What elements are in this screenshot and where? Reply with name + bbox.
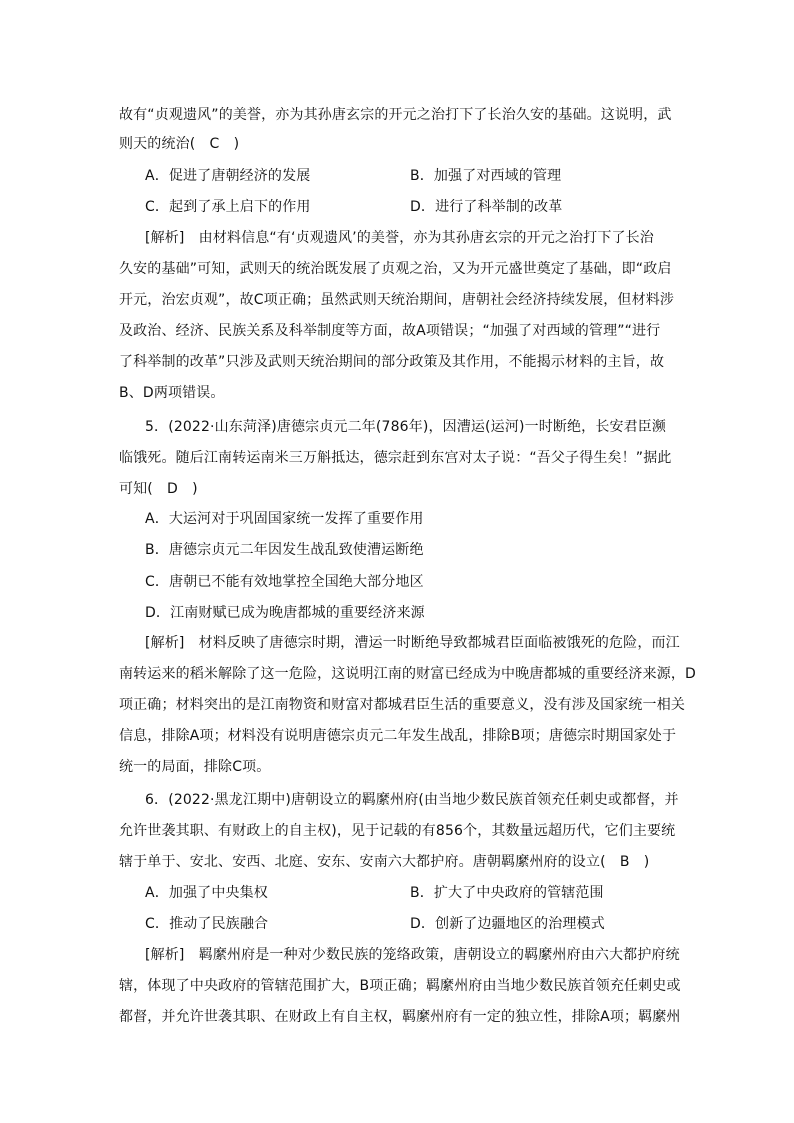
q4-option-b: B．加强了对西域的管理 [410, 168, 562, 184]
q6-stem-line-3: 辖于单于、安北、安西、北庭、安东、安南六大都护府。唐朝羁縻州府的设立( B ) [119, 854, 650, 870]
q5-analysis-line-5: 统一的局面，排除C项。 [119, 759, 271, 775]
q4-analysis-line-2: 久安的基础”可知，武则天的统治既发展了贞观之治，又为开元盛世奠定了基础，即“政启 [119, 261, 672, 277]
q6-analysis-line-2: 辖，体现了中央政府的管辖范围扩大，B项正确；羁縻州府由当地少数民族首领充任刺史或 [119, 978, 681, 994]
q4-analysis-line-5: 了科举制的改革”只涉及武则天统治期间的部分政策及其作用，不能揭示材料的主旨，故 [119, 354, 665, 370]
q4-option-a: A．促进了唐朝经济的发展 [145, 168, 311, 184]
q5-option-d: D．江南财赋已成为晚唐都城的重要经济来源 [145, 605, 425, 621]
q6-option-b: B．扩大了中央政府的管辖范围 [410, 885, 604, 901]
q4-stem-line-2: 则天的统治( C ) [119, 136, 240, 152]
q6-stem-line-1: 6．(2022·黑龙江期中)唐朝设立的羁縻州府(由当地少数民族首领充任刺史或都督，并 [145, 792, 679, 808]
q4-stem-line-1: 故有“贞观遗风”的美誉，亦为其孙唐玄宗的开元之治打下了长治久安的基础。这说明，武 [119, 107, 672, 123]
q6-analysis-line-3: 都督，并允许世袭其职、在财政上有自主权，羁縻州府有一定的独立性，排除A项；羁縻州 [119, 1009, 681, 1025]
q4-analysis-line-1: [解析] 由材料信息“有‘贞观遗风’的美誉，亦为其孙唐玄宗的开元之治打下了长治 [145, 230, 654, 246]
q6-option-c: C．推动了民族融合 [145, 916, 269, 932]
q6-analysis-line-1: [解析] 羁縻州府是一种对少数民族的笼络政策，唐朝设立的羁縻州府由六大都护府统 [145, 947, 680, 963]
q4-option-c: C．起到了承上启下的作用 [145, 199, 311, 215]
q5-option-b: B．唐德宗贞元二年因发生战乱致使漕运断绝 [145, 542, 424, 558]
q5-option-c: C．唐朝已不能有效地掌控全国绝大部分地区 [145, 574, 424, 590]
q5-option-a: A．大运河对于巩固国家统一发挥了重要作用 [145, 511, 424, 527]
q4-analysis-line-4: 及政治、经济、民族关系及科举制度等方面，故A项错误；“加强了对西域的管理”“进行 [119, 323, 661, 339]
q4-option-d: D．进行了科举制的改革 [410, 199, 563, 215]
q5-stem-line-2: 临饿死。随后江南转运南米三万斛抵达，德宗赶到东宫对太子说：“吾父子得生矣！”据此 [119, 450, 672, 466]
q5-stem-line-1: 5．(2022·山东菏泽)唐德宗贞元二年(786年)，因漕运(运河)一时断绝，长安君臣濒 [145, 419, 667, 435]
q6-option-a: A．加强了中央集权 [145, 885, 268, 901]
q5-analysis-line-1: [解析] 材料反映了唐德宗时期，漕运一时断绝导致都城君臣面临被饿死的危险，而江 [145, 635, 680, 651]
q4-analysis-line-3: 开元，治宏贞观”，故C项正确；虽然武则天统治期间，唐朝社会经济持续发展，但材料涉 [119, 292, 675, 308]
q6-option-d: D．创新了边疆地区的治理模式 [410, 916, 605, 932]
q5-analysis-line-2: 南转运来的稻米解除了这一危险，这说明江南的财富已经成为中晚唐都城的重要经济来源，D [119, 666, 696, 682]
q5-stem-line-3: 可知( D ) [119, 481, 198, 497]
q5-analysis-line-3: 项正确；材料突出的是江南物资和财富对都城君臣生活的重要意义，没有涉及国家统一相关 [119, 697, 685, 713]
q4-analysis-line-6: B、D两项错误。 [119, 385, 225, 401]
q6-stem-line-2: 允许世袭其职、有财政上的自主权)，见于记载的有856个，其数量远超历代，它们主要统 [119, 823, 676, 839]
q5-analysis-line-4: 信息，排除A项；材料没有说明唐德宗贞元二年发生战乱，排除B项；唐德宗时期国家处于 [119, 728, 677, 744]
